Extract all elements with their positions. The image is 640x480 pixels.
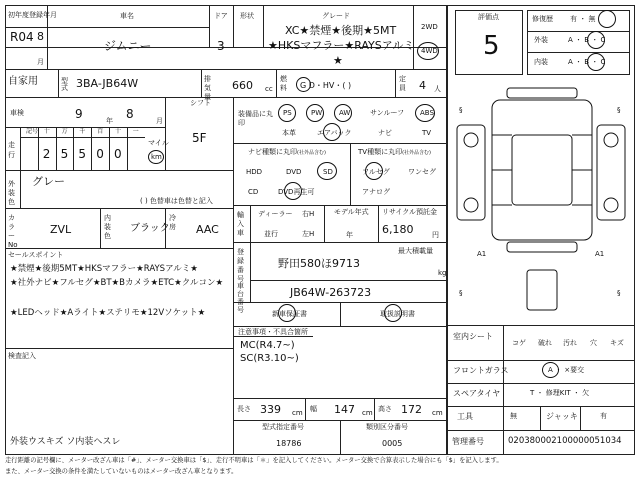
- spare-label: スペアタイヤ: [453, 389, 501, 398]
- nav-dvd-play-circle: [284, 182, 302, 200]
- category-label: 類別区分番号: [366, 423, 408, 431]
- inspector-notes-text: 外装ウスキズ ソ内装ヘスレ: [10, 437, 121, 447]
- exterior-grade-label: 外装: [534, 36, 548, 44]
- displacement-value: 660: [232, 79, 253, 92]
- tools-value: 無: [510, 412, 517, 420]
- nav-hdd: HDD: [246, 168, 263, 176]
- seat-item-5: キズ: [610, 339, 624, 347]
- notes-line-1: MC(R4.7~): [240, 340, 295, 351]
- equip-abs-circle: [415, 104, 435, 122]
- dealer-label: ディーラー: [258, 210, 293, 218]
- car-name-label: 車名: [120, 12, 134, 20]
- length-unit: cm: [292, 409, 303, 417]
- interior-color-label: 内装色: [104, 214, 111, 240]
- recycle-unit: 円: [432, 231, 439, 239]
- right-hand-label: 右H: [302, 210, 315, 218]
- mileage-unit-mile: マイル: [148, 139, 169, 147]
- notes-header: 注意事項・不具合箇所: [238, 328, 308, 336]
- manual-circle: [384, 304, 402, 322]
- type-designation-value: 18786: [276, 439, 302, 448]
- equipment-label: 装備品に丸印: [238, 110, 273, 127]
- mileage-digit: 2: [42, 147, 51, 161]
- mileage-digit: 5: [60, 147, 69, 161]
- jack-label: ジャッキ: [546, 412, 578, 421]
- width-value: 147: [334, 403, 355, 416]
- first-reg-month: 8: [37, 30, 44, 43]
- mark-s-3: A1: [477, 250, 487, 258]
- parallel-label: 並行: [264, 230, 278, 238]
- doors-label: ドア: [214, 12, 228, 20]
- drive-4wd: 4WD: [421, 47, 438, 55]
- seat-item-4: 穴: [590, 339, 597, 347]
- mileage-digit-header: 十: [115, 128, 122, 135]
- seat-item-1: コゲ: [512, 339, 526, 347]
- seat-item-3: 汚れ: [563, 339, 577, 347]
- import-label: 輸入車: [237, 211, 244, 237]
- new-warranty-circle: [278, 304, 296, 322]
- nav-type-header: ナビ種類に丸印(社外品含む): [248, 148, 326, 156]
- doors-value: 3: [217, 39, 225, 53]
- equip-airbag-circle: [323, 123, 341, 141]
- model-year-unit: 年: [346, 231, 353, 239]
- mileage-unit-km: km: [151, 153, 162, 161]
- nav-dvd-play: DVD再生可: [278, 188, 315, 196]
- type-designation-label: 型式指定番号: [262, 423, 304, 431]
- nav-cd: CD: [248, 188, 259, 196]
- grade-line-3: ★: [333, 54, 343, 67]
- ac-label: 冷房: [169, 214, 176, 231]
- equip-pw: PW: [311, 109, 323, 117]
- length-label: 長さ: [237, 405, 251, 413]
- mileage-label: 走行: [8, 141, 15, 159]
- length-value: 339: [260, 403, 281, 416]
- fuel-label: 燃料: [280, 75, 287, 92]
- seat-item-2: 破れ: [538, 339, 552, 347]
- left-hand-label: 左H: [302, 230, 315, 238]
- roof-outline: [512, 135, 572, 205]
- mileage-digit-header: 十: [43, 128, 50, 135]
- nav-dvd: DVD: [286, 168, 302, 176]
- shape-label: 形状: [240, 12, 254, 20]
- width-unit: cm: [362, 409, 373, 417]
- car-name-value: ジムニー: [104, 39, 152, 53]
- front-bumper: [507, 88, 577, 98]
- mileage-digit-header: 記号: [26, 128, 39, 135]
- main-form-frame: [5, 5, 447, 455]
- equip-sunroof: サンルーフ: [370, 109, 405, 117]
- nav-sd-circle: [317, 162, 337, 180]
- model-label: 型式: [61, 77, 68, 92]
- exterior-color-note: ( ) 色替車は色替と記入: [140, 197, 213, 205]
- capacity-unit: 人: [434, 85, 441, 93]
- mgmt-value: 020380002100000051034: [508, 436, 622, 446]
- category-value: 0005: [382, 439, 403, 448]
- notes-line-2: SC(R3.10~): [240, 353, 299, 364]
- recycle-value: 6,180: [382, 223, 414, 236]
- sales-point-line-2: ★社外ナビ★フルセグ★BT★Bカメラ★ETC★クルコン★: [10, 278, 224, 288]
- new-warranty: 新車保証書: [272, 310, 307, 318]
- mileage-digit: 5: [78, 147, 87, 161]
- registration-label: 登録番号: [237, 248, 244, 283]
- equip-aw-circle: [334, 104, 352, 122]
- chassis-value: JB64W-263723: [290, 286, 372, 299]
- mileage-digit-header: 百: [97, 128, 104, 135]
- exterior-color-label: 外装色: [8, 180, 15, 206]
- displacement-unit: cc: [265, 85, 273, 93]
- grade-line-2: ★HKSマフラー★RAYSアルミ: [268, 39, 415, 52]
- repair-none-circle: [598, 10, 616, 28]
- shift-value: 5F: [192, 131, 207, 145]
- exterior-color-value: グレー: [32, 175, 65, 188]
- seat-label: 室内シート: [453, 332, 493, 341]
- equip-aw: AW: [339, 109, 351, 117]
- color-no-label: カラーNo: [8, 214, 18, 249]
- width-label: 幅: [310, 405, 317, 413]
- usage-value: 自家用: [8, 76, 38, 87]
- interior-color-value: ブラック: [130, 223, 170, 234]
- shift-label: シフト: [190, 99, 211, 107]
- chassis-label: 車台番号: [237, 282, 244, 314]
- repair-options: 有 ・ 無: [570, 15, 596, 23]
- glass-label: フロントガラス: [453, 366, 509, 375]
- right-side-outline: [597, 125, 625, 220]
- equip-navi: ナビ: [378, 129, 392, 137]
- sales-point-line-3: ★LEDヘッド★Aライト★ステリモ★12Vソケット★: [10, 308, 206, 318]
- tv-type-header: TV種類に丸印(社外品含む): [358, 148, 431, 156]
- exterior-grade-options: A ・ B ・ C: [568, 36, 606, 44]
- fuel-options: G D・HV・( ): [300, 81, 352, 90]
- glass-value: A ・ ×要交: [548, 366, 585, 374]
- equip-pw-circle: [306, 104, 324, 122]
- height-value: 172: [401, 403, 422, 416]
- mileage-digit: 0: [114, 147, 122, 161]
- footer-line-1: 走行距離の記号欄に、メーター改ざん車は「#」、メーター交換車は「$」、走行不明車は「＊」を記入してください。メーター交換で合算表示した場合にも「$」を記入します。: [5, 457, 503, 464]
- sales-points-label: セールスポイント: [8, 251, 64, 259]
- recycle-label: リサイクル預託金: [382, 208, 438, 216]
- equip-abs: ABS: [420, 109, 434, 117]
- color-no-value: ZVL: [50, 223, 72, 236]
- max-load-label: 最大積載量: [398, 247, 433, 255]
- inspection-month-unit: 月: [156, 117, 163, 125]
- sales-point-line-1: ★禁煙★後期5MT★HKSマフラー★RAYSアルミ★: [10, 264, 198, 274]
- manual: 取扱説明書: [380, 310, 415, 318]
- inspection-month: 8: [126, 107, 134, 121]
- tools-label: 工具: [457, 412, 473, 421]
- grade-label: グレード: [322, 12, 350, 20]
- tv-oneseg: ワンセグ: [408, 168, 436, 176]
- inspection-label: 車検: [10, 109, 24, 117]
- inspection-year-unit: 年: [106, 117, 113, 125]
- mgmt-label: 管理番号: [452, 437, 484, 446]
- inspection-year: 9: [75, 107, 83, 121]
- glass-circle: [542, 362, 559, 378]
- drive-2wd: 2WD: [421, 23, 438, 31]
- mileage-km-circle: [148, 150, 164, 164]
- first-reg-label: 初年度登録年月: [8, 11, 57, 19]
- displacement-label: 排気量: [204, 75, 211, 101]
- height-unit: cm: [432, 409, 443, 417]
- tv-fullseg: フルセグ: [362, 168, 390, 176]
- model-year-label: モデル年式: [334, 208, 369, 216]
- equip-leather: 本革: [282, 129, 296, 137]
- model-value: 3BA-JB64W: [76, 77, 139, 90]
- equip-ps-circle: [278, 104, 296, 122]
- mileage-digit-header: 千: [79, 128, 86, 135]
- interior-grade-options: A ・ B ・ C: [568, 58, 606, 66]
- mileage-digit-header: 万: [61, 128, 68, 135]
- score-label: 評価点: [478, 13, 499, 21]
- repair-label: 修復歴: [532, 15, 553, 23]
- grade-line-1: XC★禁煙★後期★5MT: [285, 24, 397, 37]
- mark-s-6: §: [617, 289, 621, 297]
- mark-s-5: §: [459, 289, 463, 297]
- mark-s-4: A1: [595, 250, 605, 258]
- interior-grade-label: 内装: [534, 58, 548, 66]
- capacity-value: 4: [419, 79, 426, 92]
- mileage-digit-header: 一: [132, 128, 139, 135]
- first-reg-month-unit: 月: [37, 58, 44, 66]
- mark-s-1: §: [459, 106, 463, 114]
- fuel-gasoline-circle: [296, 77, 311, 92]
- max-load-unit: kg: [438, 269, 447, 277]
- tv-analog: アナログ: [362, 188, 390, 196]
- registration-plate: 野田580ほ9713: [278, 257, 360, 270]
- footer-line-2: また、メーター交換の条件を満たしていないものはメーター改ざん車となります。: [5, 468, 238, 475]
- equip-tv: TV: [422, 129, 432, 137]
- rear-bumper: [507, 242, 577, 252]
- ac-value: AAC: [196, 223, 219, 236]
- tv-fullseg-circle: [365, 162, 383, 180]
- equip-ps: PS: [283, 109, 292, 117]
- mileage-digit: 0: [96, 147, 104, 161]
- equip-airbag: エアバック: [317, 129, 352, 137]
- first-reg-year: R04: [10, 30, 34, 44]
- spare-value: T ・ 修理KIT ・ 欠: [530, 389, 590, 397]
- left-side-outline: [457, 125, 485, 220]
- nav-sd: SD: [323, 168, 333, 176]
- drive-4wd-circle: [417, 42, 439, 60]
- height-label: 高さ: [378, 405, 392, 413]
- jack-value: 有: [600, 412, 607, 420]
- score-value: 5: [483, 31, 500, 61]
- inspector-notes-label: 検査記入: [8, 352, 36, 360]
- car-damage-diagram: [447, 80, 635, 325]
- mark-s-2: §: [617, 106, 621, 114]
- exterior-grade-circle: [587, 31, 605, 49]
- interior-grade-circle: [587, 53, 605, 71]
- capacity-label: 定員: [399, 75, 406, 92]
